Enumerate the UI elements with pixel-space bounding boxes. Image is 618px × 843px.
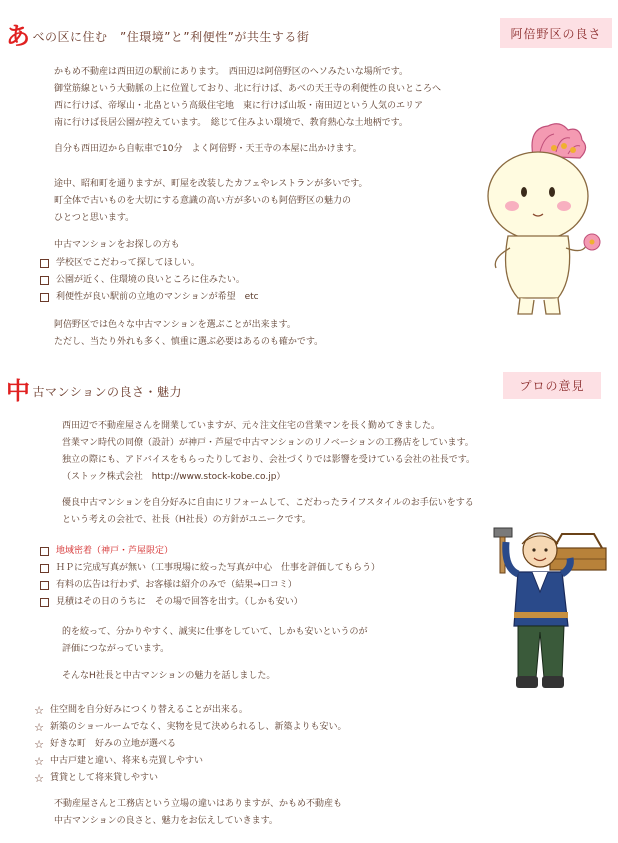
star-list-item-label: 中古戸建と違い、将来も売買しやすい	[50, 756, 204, 766]
text-line: （ストック株式会社 http://www.stock-kobe.co.jp）	[62, 472, 286, 482]
checklist-item	[40, 272, 259, 289]
section2-heading-initial: 中	[6, 377, 31, 405]
section2-heading-text: 古マンションの良さ・魅力	[32, 385, 182, 399]
checkbox-icon	[40, 547, 49, 556]
star-list-item-label: 新築のショールームでなく、実物を見て決められるし、新築よりも安い。	[50, 722, 347, 732]
section2-tag	[503, 372, 601, 399]
checklist-item-label: 有料の広告は行わず、お客様は紹介のみで（結果→口コミ）	[56, 580, 297, 590]
text-line: 町全体で古いものを大切にする意識の高い方が多いのも阿倍野区の魅力の	[54, 196, 352, 206]
text-line: 評価につながっています。	[62, 644, 170, 654]
section2-starlist	[34, 702, 346, 787]
checklist-item-label: 地域密着（神戸・芦屋限定）	[56, 546, 174, 556]
star-list-item	[34, 770, 346, 787]
checklist-item-label: 学校区でこだわって探してほしい。	[56, 258, 200, 268]
section2-checklist	[40, 543, 380, 611]
text-line: 阿倍野区では色々な中古マンションを選ぶことが出来ます。	[54, 320, 296, 330]
section1-tag-label: 阿倍野区の良さ	[510, 26, 602, 41]
mascot-illustration	[478, 118, 608, 318]
section1-heading-text: べの区に住む ”住環境”と”利便性”が共生する街	[32, 30, 310, 44]
star-list-item-label: 賃貸として将来貸しやすい	[50, 773, 159, 783]
section2-paragraph-5	[54, 796, 342, 830]
star-icon: ☆	[34, 721, 44, 734]
checklist-item-label: 利便性が良い駅前の立地のマンションが希望 etc	[56, 292, 259, 302]
text-line: 営業マン時代の同僚（設計）が神戸・芦屋で中古マンションのリノベーションの工務店をしています。	[62, 438, 474, 448]
text-line: 南に行けば長居公園が控えています。 総じて住みよい環境で、教育熱心な土地柄です。	[54, 118, 408, 128]
text-line: そんなH社長と中古マンションの魅力を話しました。	[62, 671, 276, 681]
checklist-item	[40, 577, 380, 594]
checkbox-icon	[40, 598, 49, 607]
checklist-item	[40, 289, 259, 306]
checklist-item-label: ＨＰに完成写真が無い（工事現場に絞った写真が中心 仕事を評価してもらう）	[56, 563, 381, 573]
checklist-item	[40, 560, 380, 577]
section1-paragraph-4	[54, 237, 180, 254]
section2-paragraph-1	[62, 418, 475, 486]
text-line: 中古マンションをお探しの方も	[54, 240, 180, 250]
star-list-item	[34, 719, 346, 736]
carpenter-illustration	[488, 508, 610, 694]
section2-heading	[6, 371, 182, 406]
checkbox-icon	[40, 564, 49, 573]
star-icon: ☆	[34, 738, 44, 751]
star-list-item-label: 住空間を自分好みにつくり替えることが出来る。	[50, 705, 248, 715]
checklist-item-label: 見積はその日のうちに その場で回答を出す。（しかも安い）	[56, 597, 303, 607]
section1-tag	[500, 18, 612, 48]
text-line: 西田辺で不動産屋さんを開業していますが、元々注文住宅の営業マンを長く勤めてきました。	[62, 421, 441, 431]
section1-checklist	[40, 255, 259, 306]
checklist-item	[40, 255, 259, 272]
wooden-toolbox-icon	[550, 534, 606, 570]
section2-paragraph-2	[62, 495, 474, 529]
text-line: かもめ不動産は西田辺の駅前にあります。 西田辺は阿倍野区のヘソみたいな場所です。	[54, 67, 409, 77]
section1-heading-initial: あ	[6, 22, 31, 50]
section1-paragraph-2	[54, 141, 362, 158]
checklist-item-label: 公園が近く、住環境の良いところに住みたい。	[56, 275, 245, 285]
text-line: 不動産屋さんと工務店という立場の違いはありますが、かもめ不動産も	[54, 799, 343, 809]
section1-paragraph-5	[54, 317, 323, 351]
star-list-item	[34, 702, 346, 719]
star-list-item	[34, 753, 346, 770]
text-line: という考えの会社で、社長（H社長）の方針がユニークです。	[62, 515, 311, 525]
star-list-item	[34, 736, 346, 753]
section1-paragraph-1	[54, 64, 441, 132]
checklist-item	[40, 543, 380, 560]
section2-paragraph-4	[62, 668, 275, 685]
section1-heading	[6, 16, 309, 51]
checkbox-icon	[40, 259, 49, 268]
text-line: 優良中古マンションを自分好みに自由にリフォームして、こだわったライフスタイルのお手伝いをする	[62, 498, 474, 508]
text-line: 自分も西田辺から自転車で10分 よく阿倍野・天王寺の本屋に出かけます。	[54, 144, 362, 154]
section2-tag-label: プロの意見	[519, 379, 585, 393]
section1-paragraph-3	[54, 176, 368, 227]
section2-paragraph-3	[62, 624, 367, 658]
text-line: 独立の際にも、アドバイスをもらったりしており、会社づくりでは影響を受けている会社の社長です。	[62, 455, 476, 465]
text-line: 的を絞って、分かりやすく、誠実に仕事をしていて、しかも安いというのが	[62, 627, 368, 637]
checklist-item	[40, 594, 380, 611]
star-icon: ☆	[34, 755, 44, 768]
text-line: 御堂筋線という大動脈の上に位置しており、北に行けば、あべの天王寺の利便性の良いところへ	[54, 84, 442, 94]
checkbox-icon	[40, 276, 49, 285]
checkbox-icon	[40, 581, 49, 590]
text-line: ひとつと思います。	[54, 213, 135, 223]
text-line: 西に行けば、帝塚山・北畠という高級住宅地 東に行けば山坂・南田辺という人気のエリア	[54, 101, 424, 111]
star-list-item-label: 好きな町 好みの立地が選べる	[50, 739, 177, 749]
text-line: 途中、昭和町を通りますが、町屋を改装したカフェやレストランが多いです。	[54, 179, 368, 189]
checkbox-icon	[40, 293, 49, 302]
star-icon: ☆	[34, 704, 44, 717]
text-line: ただし、当たり外れも多く、慎重に選ぶ必要はあるのも確かです。	[54, 337, 324, 347]
star-icon: ☆	[34, 772, 44, 785]
text-line: 中古マンションの良さと、魅力をお伝えしていきます。	[54, 816, 278, 826]
